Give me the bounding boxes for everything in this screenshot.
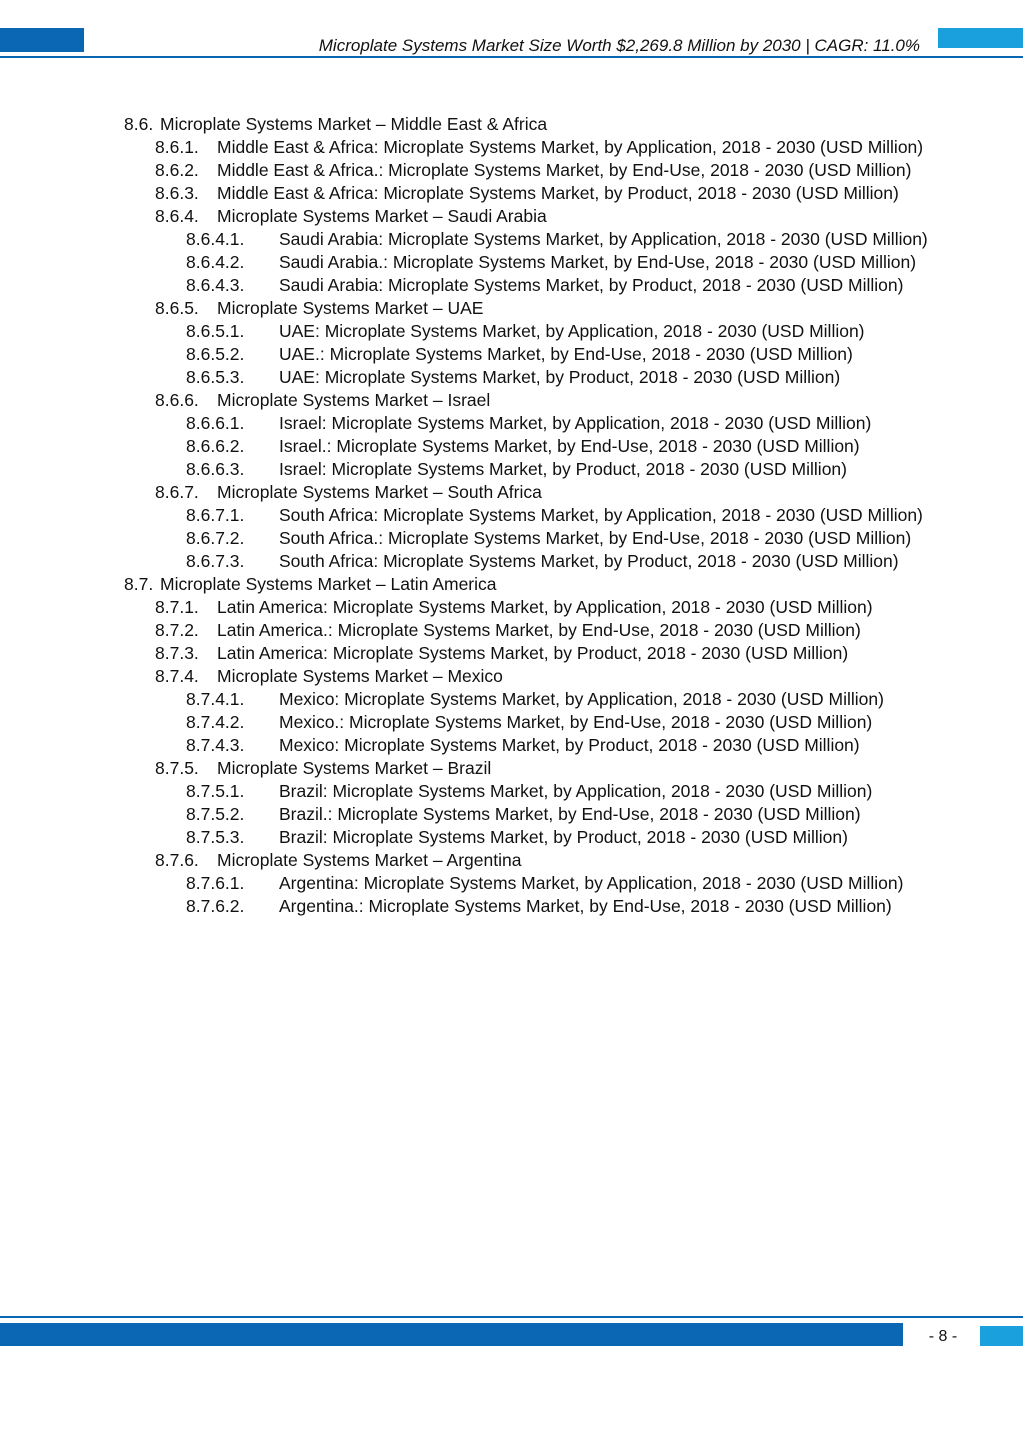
toc-entry-number: 8.7.6.2. [186,896,245,916]
toc-entry [0,343,1023,366]
toc-entry-number: 8.6.1. [155,137,199,157]
toc-entry [0,573,1023,596]
toc-entry-title: Saudi Arabia: Microplate Systems Market, by Application, 2018 - 2030 (USD Million) [279,229,928,249]
toc-entry-title: Microplate Systems Market – South Africa [217,482,542,502]
page-number: - 8 - [928,1328,958,1345]
toc-entry-number: 8.6.5.3. [186,367,245,387]
toc-entry-title: Latin America: Microplate Systems Market, by Product, 2018 - 2030 (USD Million) [217,643,849,663]
toc-entry-number: 8.6.7. [155,482,199,502]
toc-entry-number: 8.7.5.3. [186,827,245,847]
toc-entry [0,274,1023,297]
toc-entry-number: 8.6.3. [155,183,199,203]
toc-entry-number: 8.7.1. [155,597,199,617]
toc-entry-title: Saudi Arabia.: Microplate Systems Market, by End-Use, 2018 - 2030 (USD Million) [279,252,917,272]
toc-entry-title: Latin America: Microplate Systems Market, by Application, 2018 - 2030 (USD Million) [217,597,873,617]
toc-entry-title: Israel: Microplate Systems Market, by Application, 2018 - 2030 (USD Million) [279,413,872,433]
toc-entry-title: Israel: Microplate Systems Market, by Product, 2018 - 2030 (USD Million) [279,459,847,479]
toc-entry-title: Israel.: Microplate Systems Market, by End-Use, 2018 - 2030 (USD Million) [279,436,860,456]
toc-entry [0,113,1023,136]
header-accent-left [0,28,84,52]
toc-entry [0,780,1023,803]
toc-entry [0,366,1023,389]
toc-entry-title: Microplate Systems Market – Mexico [217,666,503,686]
toc-entry [0,297,1023,320]
toc-entry [0,481,1023,504]
toc-entry [0,136,1023,159]
toc-entry-number: 8.6.6.2. [186,436,245,456]
toc-entry [0,228,1023,251]
toc-entry [0,872,1023,895]
toc-entry [0,550,1023,573]
toc-entry-title: Mexico.: Microplate Systems Market, by End-Use, 2018 - 2030 (USD Million) [279,712,873,732]
toc-entry-title: UAE.: Microplate Systems Market, by End-Use, 2018 - 2030 (USD Million) [279,344,853,364]
toc-entry [0,619,1023,642]
toc-entry-title: South Africa.: Microplate Systems Market, by End-Use, 2018 - 2030 (USD Million) [279,528,912,548]
toc-entry [0,895,1023,918]
header-rule [0,56,1023,58]
toc-entry-title: Brazil.: Microplate Systems Market, by End-Use, 2018 - 2030 (USD Million) [279,804,861,824]
toc-entry-title: Mexico: Microplate Systems Market, by Application, 2018 - 2030 (USD Million) [279,689,884,709]
toc-entry-number: 8.6.6. [155,390,199,410]
toc-entry-number: 8.7.4.3. [186,735,245,755]
toc-entry-title: Middle East & Africa: Microplate Systems Market, by Application, 2018 - 2030 (USD Million) [217,137,924,157]
toc-entry [0,734,1023,757]
toc-entry [0,159,1023,182]
toc-entry [0,458,1023,481]
toc-entry-number: 8.6.2. [155,160,199,180]
toc-entry-number: 8.6.7.3. [186,551,245,571]
toc-entry-title: South Africa: Microplate Systems Market, by Application, 2018 - 2030 (USD Million) [279,505,923,525]
toc-entry [0,389,1023,412]
footer-accent-right [980,1326,1023,1346]
toc-entry-title: Brazil: Microplate Systems Market, by Application, 2018 - 2030 (USD Million) [279,781,873,801]
toc-entry-number: 8.6.5.2. [186,344,245,364]
toc-entry [0,527,1023,550]
toc-entry-title: South Africa: Microplate Systems Market, by Product, 2018 - 2030 (USD Million) [279,551,899,571]
toc-entry [0,803,1023,826]
table-of-contents [0,113,1023,918]
toc-entry-number: 8.7.3. [155,643,199,663]
toc-entry [0,504,1023,527]
toc-entry [0,757,1023,780]
toc-entry-number: 8.6.4. [155,206,199,226]
toc-entry-title: Latin America.: Microplate Systems Market, by End-Use, 2018 - 2030 (USD Million) [217,620,861,640]
toc-entry [0,182,1023,205]
footer-bar [0,1323,903,1346]
toc-entry-number: 8.6.4.2. [186,252,245,272]
toc-entry-title: Microplate Systems Market – Middle East & Africa [160,114,548,134]
toc-entry-title: UAE: Microplate Systems Market, by Product, 2018 - 2030 (USD Million) [279,367,841,387]
toc-entry [0,320,1023,343]
toc-entry-title: Mexico: Microplate Systems Market, by Product, 2018 - 2030 (USD Million) [279,735,860,755]
toc-entry-title: Brazil: Microplate Systems Market, by Product, 2018 - 2030 (USD Million) [279,827,848,847]
toc-entry-title: Argentina.: Microplate Systems Market, by End-Use, 2018 - 2030 (USD Million) [279,896,892,916]
toc-entry-number: 8.7.6. [155,850,199,870]
toc-entry-title: Middle East & Africa: Microplate Systems Market, by Product, 2018 - 2030 (USD Million) [217,183,899,203]
toc-entry-title: Microplate Systems Market – Argentina [217,850,522,870]
toc-entry [0,642,1023,665]
toc-entry-title: Argentina: Microplate Systems Market, by Application, 2018 - 2030 (USD Million) [279,873,904,893]
toc-entry-number: 8.6.4.3. [186,275,245,295]
toc-entry-title: Middle East & Africa.: Microplate Systems Market, by End-Use, 2018 - 2030 (USD Million) [217,160,912,180]
toc-entry-number: 8.7.4.2. [186,712,245,732]
toc-entry [0,596,1023,619]
toc-entry-title: Microplate Systems Market – Latin America [160,574,497,594]
toc-entry-title: UAE: Microplate Systems Market, by Application, 2018 - 2030 (USD Million) [279,321,865,341]
toc-entry [0,412,1023,435]
toc-entry-number: 8.7.5.2. [186,804,245,824]
toc-entry-number: 8.6.7.2. [186,528,245,548]
toc-entry-title: Saudi Arabia: Microplate Systems Market, by Product, 2018 - 2030 (USD Million) [279,275,904,295]
toc-entry [0,251,1023,274]
toc-entry-number: 8.6.6.1. [186,413,245,433]
toc-entry-number: 8.7.5.1. [186,781,245,801]
toc-entry-number: 8.6. [124,114,154,134]
toc-entry [0,435,1023,458]
page-header-title: Microplate Systems Market Size Worth $2,269.8 Million by 2030 | CAGR: 11.0% [318,36,920,55]
toc-entry [0,688,1023,711]
toc-entry [0,711,1023,734]
toc-entry [0,849,1023,872]
toc-entry-number: 8.7.6.1. [186,873,245,893]
toc-entry-number: 8.6.4.1. [186,229,245,249]
toc-entry-title: Microplate Systems Market – UAE [217,298,484,318]
toc-entry-number: 8.7.5. [155,758,199,778]
toc-entry-number: 8.6.6.3. [186,459,245,479]
toc-entry-title: Microplate Systems Market – Brazil [217,758,492,778]
toc-entry-number: 8.7.4. [155,666,199,686]
toc-entry-number: 8.7.2. [155,620,199,640]
toc-entry-number: 8.6.5.1. [186,321,245,341]
toc-entry-title: Microplate Systems Market – Saudi Arabia [217,206,547,226]
toc-entry-number: 8.6.5. [155,298,199,318]
footer-rule [0,1316,1023,1318]
header-accent-right [938,28,1023,48]
toc-entry-title: Microplate Systems Market – Israel [217,390,491,410]
toc-entry-number: 8.7. [124,574,154,594]
toc-entry [0,665,1023,688]
toc-entry [0,826,1023,849]
toc-entry-number: 8.6.7.1. [186,505,245,525]
toc-entry-number: 8.7.4.1. [186,689,245,709]
toc-entry [0,205,1023,228]
